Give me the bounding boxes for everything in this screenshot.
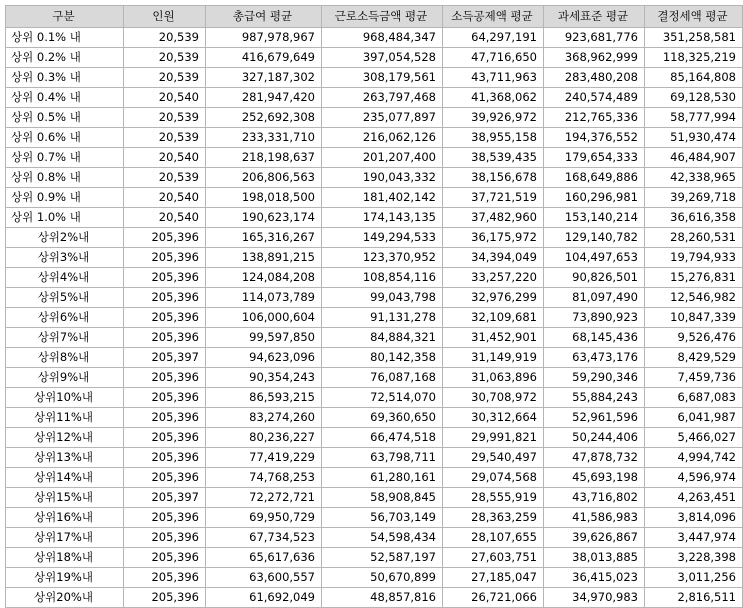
cell-avg-total-salary: 74,768,253 <box>206 468 322 488</box>
cell-avg-total-salary: 63,600,557 <box>206 568 322 588</box>
table-row <box>6 48 743 68</box>
cell-avg-income-deduction: 28,363,259 <box>443 508 544 528</box>
cell-avg-total-salary: 987,978,967 <box>206 28 322 48</box>
cell-avg-income-deduction: 37,721,519 <box>443 188 544 208</box>
cell-avg-total-salary: 77,419,229 <box>206 448 322 468</box>
cell-headcount: 205,397 <box>124 348 206 368</box>
cell-headcount: 205,396 <box>124 388 206 408</box>
cell-avg-total-salary: 69,950,729 <box>206 508 322 528</box>
cell-avg-determined-tax: 2,816,511 <box>645 588 743 608</box>
cell-headcount: 205,396 <box>124 528 206 548</box>
cell-avg-income-deduction: 47,716,650 <box>443 48 544 68</box>
cell-avg-earned-income: 174,143,135 <box>322 208 443 228</box>
cell-avg-earned-income: 123,370,952 <box>322 248 443 268</box>
cell-avg-earned-income: 201,207,400 <box>322 148 443 168</box>
cell-avg-earned-income: 66,474,518 <box>322 428 443 448</box>
cell-headcount: 20,539 <box>124 28 206 48</box>
cell-avg-tax-base: 59,290,346 <box>544 368 645 388</box>
cell-headcount: 20,540 <box>124 148 206 168</box>
cell-avg-income-deduction: 31,063,896 <box>443 368 544 388</box>
cell-headcount: 205,396 <box>124 248 206 268</box>
cell-headcount: 205,396 <box>124 288 206 308</box>
cell-avg-total-salary: 165,316,267 <box>206 228 322 248</box>
table-row <box>6 468 743 488</box>
table-row <box>6 88 743 108</box>
cell-avg-income-deduction: 27,603,751 <box>443 548 544 568</box>
cell-avg-determined-tax: 10,847,339 <box>645 308 743 328</box>
cell-avg-income-deduction: 28,107,655 <box>443 528 544 548</box>
cell-avg-determined-tax: 6,687,083 <box>645 388 743 408</box>
cell-headcount: 205,396 <box>124 228 206 248</box>
table-row <box>6 488 743 508</box>
cell-avg-total-salary: 65,617,636 <box>206 548 322 568</box>
cell-category: 상위17%내 <box>6 528 124 548</box>
cell-avg-income-deduction: 34,394,049 <box>443 248 544 268</box>
cell-avg-earned-income: 50,670,899 <box>322 568 443 588</box>
cell-avg-income-deduction: 30,708,972 <box>443 388 544 408</box>
cell-avg-total-salary: 83,274,260 <box>206 408 322 428</box>
cell-avg-determined-tax: 4,994,742 <box>645 448 743 468</box>
cell-avg-tax-base: 55,884,243 <box>544 388 645 408</box>
cell-headcount: 20,539 <box>124 68 206 88</box>
cell-avg-total-salary: 218,198,637 <box>206 148 322 168</box>
cell-avg-tax-base: 39,626,867 <box>544 528 645 548</box>
cell-avg-earned-income: 84,884,321 <box>322 328 443 348</box>
cell-avg-determined-tax: 3,228,398 <box>645 548 743 568</box>
cell-avg-tax-base: 104,497,653 <box>544 248 645 268</box>
cell-avg-tax-base: 90,826,501 <box>544 268 645 288</box>
cell-headcount: 20,539 <box>124 168 206 188</box>
cell-headcount: 205,396 <box>124 308 206 328</box>
cell-avg-income-deduction: 41,368,062 <box>443 88 544 108</box>
cell-avg-tax-base: 212,765,336 <box>544 108 645 128</box>
cell-headcount: 205,396 <box>124 328 206 348</box>
cell-avg-income-deduction: 38,539,435 <box>443 148 544 168</box>
table-row <box>6 268 743 288</box>
cell-category: 상위11%내 <box>6 408 124 428</box>
cell-avg-tax-base: 283,480,208 <box>544 68 645 88</box>
cell-avg-total-salary: 90,354,243 <box>206 368 322 388</box>
cell-avg-earned-income: 61,280,161 <box>322 468 443 488</box>
tax-statistics-table <box>5 5 743 608</box>
cell-avg-tax-base: 240,574,489 <box>544 88 645 108</box>
cell-category: 상위 0.1% 내 <box>6 28 124 48</box>
cell-avg-earned-income: 190,043,332 <box>322 168 443 188</box>
cell-avg-determined-tax: 51,930,474 <box>645 128 743 148</box>
table-row <box>6 148 743 168</box>
cell-avg-income-deduction: 27,185,047 <box>443 568 544 588</box>
cell-category: 상위5%내 <box>6 288 124 308</box>
cell-category: 상위8%내 <box>6 348 124 368</box>
cell-category: 상위 0.5% 내 <box>6 108 124 128</box>
cell-avg-determined-tax: 85,164,808 <box>645 68 743 88</box>
cell-category: 상위18%내 <box>6 548 124 568</box>
cell-avg-tax-base: 63,473,176 <box>544 348 645 368</box>
cell-category: 상위 0.7% 내 <box>6 148 124 168</box>
cell-avg-determined-tax: 58,777,994 <box>645 108 743 128</box>
table-row <box>6 228 743 248</box>
table-row <box>6 248 743 268</box>
cell-avg-total-salary: 281,947,420 <box>206 88 322 108</box>
table-row <box>6 388 743 408</box>
cell-avg-determined-tax: 42,338,965 <box>645 168 743 188</box>
cell-category: 상위19%내 <box>6 568 124 588</box>
table-row <box>6 588 743 608</box>
cell-category: 상위 0.3% 내 <box>6 68 124 88</box>
cell-avg-total-salary: 206,806,563 <box>206 168 322 188</box>
cell-avg-income-deduction: 28,555,919 <box>443 488 544 508</box>
cell-avg-tax-base: 52,961,596 <box>544 408 645 428</box>
cell-avg-earned-income: 91,131,278 <box>322 308 443 328</box>
cell-avg-total-salary: 233,331,710 <box>206 128 322 148</box>
cell-avg-earned-income: 263,797,468 <box>322 88 443 108</box>
cell-category: 상위9%내 <box>6 368 124 388</box>
cell-avg-determined-tax: 12,546,982 <box>645 288 743 308</box>
cell-avg-earned-income: 58,908,845 <box>322 488 443 508</box>
cell-avg-total-salary: 106,000,604 <box>206 308 322 328</box>
cell-avg-income-deduction: 37,482,960 <box>443 208 544 228</box>
table-row <box>6 68 743 88</box>
table-row <box>6 328 743 348</box>
cell-category: 상위20%내 <box>6 588 124 608</box>
cell-headcount: 205,396 <box>124 468 206 488</box>
cell-avg-determined-tax: 9,526,476 <box>645 328 743 348</box>
table-row <box>6 508 743 528</box>
cell-headcount: 205,397 <box>124 488 206 508</box>
cell-category: 상위4%내 <box>6 268 124 288</box>
cell-avg-total-salary: 61,692,049 <box>206 588 322 608</box>
cell-avg-income-deduction: 43,711,963 <box>443 68 544 88</box>
cell-category: 상위 0.9% 내 <box>6 188 124 208</box>
cell-avg-total-salary: 416,679,649 <box>206 48 322 68</box>
header-avg-earned-income: 근로소득금액 평균 <box>322 6 443 28</box>
header-avg-income-deduction: 소득공제액 평균 <box>443 6 544 28</box>
cell-headcount: 205,396 <box>124 408 206 428</box>
cell-avg-determined-tax: 3,447,974 <box>645 528 743 548</box>
header-avg-total-salary: 총급여 평균 <box>206 6 322 28</box>
cell-category: 상위13%내 <box>6 448 124 468</box>
cell-category: 상위 0.4% 내 <box>6 88 124 108</box>
cell-avg-earned-income: 56,703,149 <box>322 508 443 528</box>
cell-avg-tax-base: 194,376,552 <box>544 128 645 148</box>
cell-headcount: 205,396 <box>124 548 206 568</box>
cell-avg-determined-tax: 3,814,096 <box>645 508 743 528</box>
header-avg-tax-base: 과세표준 평균 <box>544 6 645 28</box>
cell-avg-determined-tax: 3,011,256 <box>645 568 743 588</box>
cell-avg-total-salary: 80,236,227 <box>206 428 322 448</box>
cell-avg-total-salary: 124,084,208 <box>206 268 322 288</box>
cell-avg-determined-tax: 19,794,933 <box>645 248 743 268</box>
cell-avg-earned-income: 52,587,197 <box>322 548 443 568</box>
cell-avg-income-deduction: 31,452,901 <box>443 328 544 348</box>
table-row <box>6 408 743 428</box>
cell-headcount: 205,396 <box>124 508 206 528</box>
cell-avg-income-deduction: 38,955,158 <box>443 128 544 148</box>
cell-category: 상위 0.6% 내 <box>6 128 124 148</box>
table-row <box>6 448 743 468</box>
cell-avg-earned-income: 99,043,798 <box>322 288 443 308</box>
cell-avg-tax-base: 73,890,923 <box>544 308 645 328</box>
cell-avg-determined-tax: 15,276,831 <box>645 268 743 288</box>
cell-avg-earned-income: 48,857,816 <box>322 588 443 608</box>
cell-category: 상위15%내 <box>6 488 124 508</box>
cell-headcount: 20,539 <box>124 48 206 68</box>
cell-headcount: 20,540 <box>124 188 206 208</box>
cell-headcount: 20,540 <box>124 208 206 228</box>
cell-avg-earned-income: 76,087,168 <box>322 368 443 388</box>
cell-category: 상위10%내 <box>6 388 124 408</box>
cell-avg-total-salary: 190,623,174 <box>206 208 322 228</box>
cell-category: 상위 0.8% 내 <box>6 168 124 188</box>
table-row <box>6 368 743 388</box>
cell-avg-total-salary: 99,597,850 <box>206 328 322 348</box>
cell-avg-total-salary: 198,018,500 <box>206 188 322 208</box>
cell-avg-tax-base: 45,693,198 <box>544 468 645 488</box>
tax-statistics-table-container <box>5 5 743 608</box>
cell-category: 상위 1.0% 내 <box>6 208 124 228</box>
cell-avg-tax-base: 923,681,776 <box>544 28 645 48</box>
cell-avg-total-salary: 67,734,523 <box>206 528 322 548</box>
cell-avg-income-deduction: 36,175,972 <box>443 228 544 248</box>
cell-avg-earned-income: 235,077,897 <box>322 108 443 128</box>
cell-category: 상위7%내 <box>6 328 124 348</box>
header-avg-determined-tax: 결정세액 평균 <box>645 6 743 28</box>
cell-category: 상위14%내 <box>6 468 124 488</box>
cell-avg-earned-income: 149,294,533 <box>322 228 443 248</box>
cell-avg-earned-income: 968,484,347 <box>322 28 443 48</box>
cell-avg-total-salary: 114,073,789 <box>206 288 322 308</box>
cell-avg-tax-base: 160,296,981 <box>544 188 645 208</box>
cell-category: 상위12%내 <box>6 428 124 448</box>
cell-avg-determined-tax: 118,325,219 <box>645 48 743 68</box>
cell-headcount: 205,396 <box>124 568 206 588</box>
cell-avg-income-deduction: 32,109,681 <box>443 308 544 328</box>
table-row <box>6 428 743 448</box>
cell-avg-tax-base: 36,415,023 <box>544 568 645 588</box>
table-body <box>6 28 743 608</box>
cell-avg-earned-income: 69,360,650 <box>322 408 443 428</box>
cell-avg-income-deduction: 39,926,972 <box>443 108 544 128</box>
cell-avg-earned-income: 397,054,528 <box>322 48 443 68</box>
cell-avg-tax-base: 43,716,802 <box>544 488 645 508</box>
table-row <box>6 188 743 208</box>
cell-avg-income-deduction: 29,540,497 <box>443 448 544 468</box>
cell-avg-income-deduction: 29,991,821 <box>443 428 544 448</box>
cell-avg-income-deduction: 26,721,066 <box>443 588 544 608</box>
cell-avg-income-deduction: 30,312,664 <box>443 408 544 428</box>
cell-avg-earned-income: 80,142,358 <box>322 348 443 368</box>
cell-headcount: 20,539 <box>124 108 206 128</box>
cell-headcount: 20,540 <box>124 88 206 108</box>
cell-headcount: 205,396 <box>124 588 206 608</box>
cell-headcount: 20,539 <box>124 128 206 148</box>
cell-avg-tax-base: 38,013,885 <box>544 548 645 568</box>
cell-category: 상위 0.2% 내 <box>6 48 124 68</box>
cell-avg-determined-tax: 28,260,531 <box>645 228 743 248</box>
cell-avg-earned-income: 72,514,070 <box>322 388 443 408</box>
cell-avg-tax-base: 34,970,983 <box>544 588 645 608</box>
cell-category: 상위6%내 <box>6 308 124 328</box>
table-row <box>6 548 743 568</box>
cell-avg-total-salary: 252,692,308 <box>206 108 322 128</box>
cell-avg-tax-base: 41,586,983 <box>544 508 645 528</box>
cell-category: 상위2%내 <box>6 228 124 248</box>
header-category: 구분 <box>6 6 124 28</box>
table-row <box>6 128 743 148</box>
cell-headcount: 205,396 <box>124 268 206 288</box>
cell-avg-income-deduction: 33,257,220 <box>443 268 544 288</box>
cell-avg-earned-income: 63,798,711 <box>322 448 443 468</box>
cell-avg-tax-base: 68,145,436 <box>544 328 645 348</box>
cell-headcount: 205,396 <box>124 428 206 448</box>
cell-avg-determined-tax: 46,484,907 <box>645 148 743 168</box>
cell-category: 상위16%내 <box>6 508 124 528</box>
cell-avg-tax-base: 47,878,732 <box>544 448 645 468</box>
cell-avg-tax-base: 168,649,886 <box>544 168 645 188</box>
cell-avg-determined-tax: 6,041,987 <box>645 408 743 428</box>
cell-avg-earned-income: 308,179,561 <box>322 68 443 88</box>
cell-headcount: 205,396 <box>124 448 206 468</box>
cell-avg-tax-base: 368,962,999 <box>544 48 645 68</box>
cell-avg-earned-income: 216,062,126 <box>322 128 443 148</box>
cell-avg-income-deduction: 29,074,568 <box>443 468 544 488</box>
cell-avg-determined-tax: 5,466,027 <box>645 428 743 448</box>
table-row <box>6 308 743 328</box>
table-header-row <box>6 6 743 28</box>
cell-avg-income-deduction: 32,976,299 <box>443 288 544 308</box>
table-row <box>6 348 743 368</box>
cell-avg-income-deduction: 64,297,191 <box>443 28 544 48</box>
cell-category: 상위3%내 <box>6 248 124 268</box>
cell-headcount: 205,396 <box>124 368 206 388</box>
cell-avg-determined-tax: 4,596,974 <box>645 468 743 488</box>
table-row <box>6 108 743 128</box>
cell-avg-earned-income: 54,598,434 <box>322 528 443 548</box>
header-headcount: 인원 <box>124 6 206 28</box>
table-row <box>6 28 743 48</box>
cell-avg-determined-tax: 351,258,581 <box>645 28 743 48</box>
cell-avg-determined-tax: 39,269,718 <box>645 188 743 208</box>
table-row <box>6 288 743 308</box>
cell-avg-total-salary: 86,593,215 <box>206 388 322 408</box>
cell-avg-determined-tax: 8,429,529 <box>645 348 743 368</box>
cell-avg-determined-tax: 4,263,451 <box>645 488 743 508</box>
cell-avg-earned-income: 108,854,116 <box>322 268 443 288</box>
cell-avg-income-deduction: 38,156,678 <box>443 168 544 188</box>
cell-avg-total-salary: 327,187,302 <box>206 68 322 88</box>
cell-avg-earned-income: 181,402,142 <box>322 188 443 208</box>
table-row <box>6 208 743 228</box>
cell-avg-tax-base: 129,140,782 <box>544 228 645 248</box>
cell-avg-tax-base: 153,140,214 <box>544 208 645 228</box>
cell-avg-total-salary: 72,272,721 <box>206 488 322 508</box>
cell-avg-total-salary: 138,891,215 <box>206 248 322 268</box>
cell-avg-tax-base: 50,244,406 <box>544 428 645 448</box>
cell-avg-tax-base: 81,097,490 <box>544 288 645 308</box>
cell-avg-determined-tax: 36,616,358 <box>645 208 743 228</box>
cell-avg-total-salary: 94,623,096 <box>206 348 322 368</box>
table-row <box>6 168 743 188</box>
cell-avg-determined-tax: 7,459,736 <box>645 368 743 388</box>
table-row <box>6 568 743 588</box>
table-row <box>6 528 743 548</box>
cell-avg-tax-base: 179,654,333 <box>544 148 645 168</box>
cell-avg-determined-tax: 69,128,530 <box>645 88 743 108</box>
cell-avg-income-deduction: 31,149,919 <box>443 348 544 368</box>
